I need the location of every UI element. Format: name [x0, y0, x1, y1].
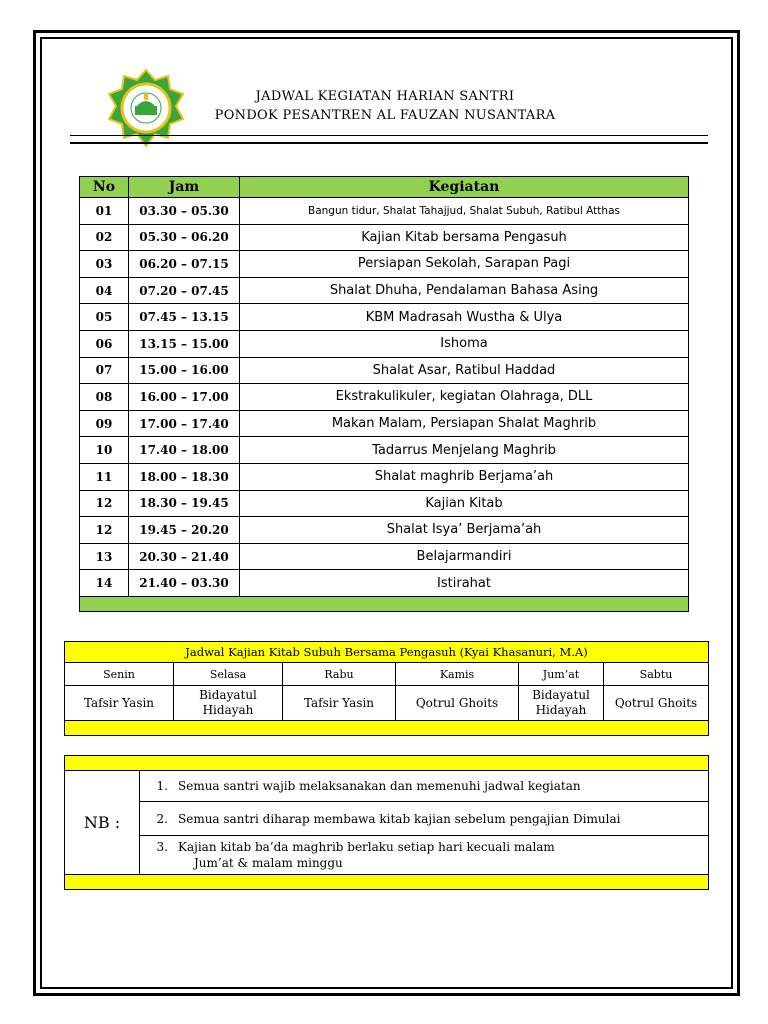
row-jam: 17.00 – 17.40	[129, 410, 240, 437]
row-kegiatan: Bangun tidur, Shalat Tahajjud, Shalat Subuh, Ratibul Atthas	[240, 198, 689, 225]
row-kegiatan: KBM Madrasah Wustha & Ulya	[240, 304, 689, 331]
row-kegiatan: Ekstrakulikuler, kegiatan Olahraga, DLL	[240, 384, 689, 411]
row-no: 03	[80, 251, 129, 278]
row-no: 13	[80, 543, 129, 570]
table-row	[80, 357, 689, 384]
row-kegiatan: Ishoma	[240, 330, 689, 357]
subject-rabu: Tafsir Yasin	[283, 686, 396, 721]
row-no: 10	[80, 437, 129, 464]
nb-item-number: 3.	[156, 840, 168, 854]
row-kegiatan: Shalat Isya’ Berjama’ah	[240, 517, 689, 544]
row-jam: 03.30 – 05.30	[129, 198, 240, 225]
row-jam: 19.45 – 20.20	[129, 517, 240, 544]
header-kegiatan: Kegiatan	[240, 177, 689, 198]
nb-item-1	[140, 771, 709, 802]
nb-item-text-continued: Jum’at & malam minggu	[194, 856, 343, 870]
row-no: 11	[80, 463, 129, 490]
nb-label: NB :	[65, 771, 140, 875]
nb-item-number: 1.	[156, 779, 168, 793]
kitab-table-title: Jadwal Kajian Kitab Subuh Bersama Pengasuh (Kyai Khasanuri, M.A)	[65, 642, 709, 663]
daily-schedule-table	[79, 176, 689, 612]
table-row	[80, 277, 689, 304]
header-title-line1: JADWAL KEGIATAN HARIAN SANTRI	[255, 89, 515, 104]
nb-header-bar	[65, 756, 709, 771]
table-row	[80, 198, 689, 225]
nb-item-text: Semua santri diharap membawa kitab kajian sebelum pengajian Dimulai	[178, 811, 621, 826]
pesantren-logo	[106, 68, 186, 148]
kitab-subuh-table	[64, 641, 709, 736]
day-rabu: Rabu	[283, 663, 396, 686]
row-no: 12	[80, 517, 129, 544]
table-row	[80, 330, 689, 357]
row-no: 01	[80, 198, 129, 225]
row-kegiatan: Belajarmandiri	[240, 543, 689, 570]
table-row	[80, 437, 689, 464]
subject-selasa: Bidayatul Hidayah	[174, 686, 283, 721]
subject-jumat: Bidayatul Hidayah	[519, 686, 604, 721]
nb-item-text: Kajian kitab ba’da maghrib berlaku setiap hari kecuali malam	[178, 840, 555, 854]
header-no: No	[80, 177, 129, 198]
table-row	[80, 517, 689, 544]
row-jam: 05.30 – 06.20	[129, 224, 240, 251]
row-jam: 15.00 – 16.00	[129, 357, 240, 384]
table-row	[80, 251, 689, 278]
row-jam: 21.40 – 03.30	[129, 570, 240, 597]
row-kegiatan: Shalat maghrib Berjama’ah	[240, 463, 689, 490]
header-jam: Jam	[129, 177, 240, 198]
table-row	[80, 410, 689, 437]
day-jumat: Jum’at	[519, 663, 604, 686]
row-kegiatan: Istirahat	[240, 570, 689, 597]
row-jam: 07.20 – 07.45	[129, 277, 240, 304]
subject-sabtu: Qotrul Ghoits	[604, 686, 709, 721]
header-title-line2: PONDOK PESANTREN AL FAUZAN NUSANTARA	[214, 108, 556, 123]
row-no: 04	[80, 277, 129, 304]
row-no: 12	[80, 490, 129, 517]
row-no: 06	[80, 330, 129, 357]
day-senin: Senin	[65, 663, 174, 686]
row-jam: 17.40 – 18.00	[129, 437, 240, 464]
row-jam: 16.00 – 17.00	[129, 384, 240, 411]
row-no: 14	[80, 570, 129, 597]
table-row	[80, 463, 689, 490]
nb-item-2	[140, 802, 709, 836]
row-kegiatan: Shalat Asar, Ratibul Haddad	[240, 357, 689, 384]
row-kegiatan: Persiapan Sekolah, Sarapan Pagi	[240, 251, 689, 278]
header-rule-bottom	[70, 142, 708, 144]
subject-senin: Tafsir Yasin	[65, 686, 174, 721]
row-kegiatan: Tadarrus Menjelang Maghrib	[240, 437, 689, 464]
table-row	[80, 570, 689, 597]
row-no: 02	[80, 224, 129, 251]
row-jam: 18.30 – 19.45	[129, 490, 240, 517]
nb-item-text: Semua santri wajib melaksanakan dan memenuhi jadwal kegiatan	[178, 779, 581, 793]
table-row	[80, 543, 689, 570]
subject-kamis: Qotrul Ghoits	[396, 686, 519, 721]
kitab-footer-bar	[65, 721, 709, 736]
row-jam: 13.15 – 15.00	[129, 330, 240, 357]
nb-notes-table	[64, 755, 709, 890]
schedule-header-row	[80, 177, 689, 198]
table-row	[80, 304, 689, 331]
row-kegiatan: Kajian Kitab bersama Pengasuh	[240, 224, 689, 251]
nb-footer-bar	[65, 875, 709, 890]
row-jam: 06.20 – 07.15	[129, 251, 240, 278]
header-rule-top	[70, 135, 708, 136]
day-sabtu: Sabtu	[604, 663, 709, 686]
row-no: 05	[80, 304, 129, 331]
table-row	[80, 384, 689, 411]
row-kegiatan: Kajian Kitab	[240, 490, 689, 517]
row-jam: 07.45 – 13.15	[129, 304, 240, 331]
row-no: 09	[80, 410, 129, 437]
row-kegiatan: Shalat Dhuha, Pendalaman Bahasa Asing	[240, 277, 689, 304]
row-jam: 20.30 – 21.40	[129, 543, 240, 570]
nb-item-number: 2.	[156, 811, 168, 826]
row-kegiatan: Makan Malam, Persiapan Shalat Maghrib	[240, 410, 689, 437]
table-row	[80, 224, 689, 251]
nb-item-3	[140, 836, 709, 875]
day-kamis: Kamis	[396, 663, 519, 686]
schedule-footer-bar	[80, 596, 689, 611]
row-no: 07	[80, 357, 129, 384]
row-no: 08	[80, 384, 129, 411]
table-row	[80, 490, 689, 517]
day-selasa: Selasa	[174, 663, 283, 686]
row-jam: 18.00 – 18.30	[129, 463, 240, 490]
